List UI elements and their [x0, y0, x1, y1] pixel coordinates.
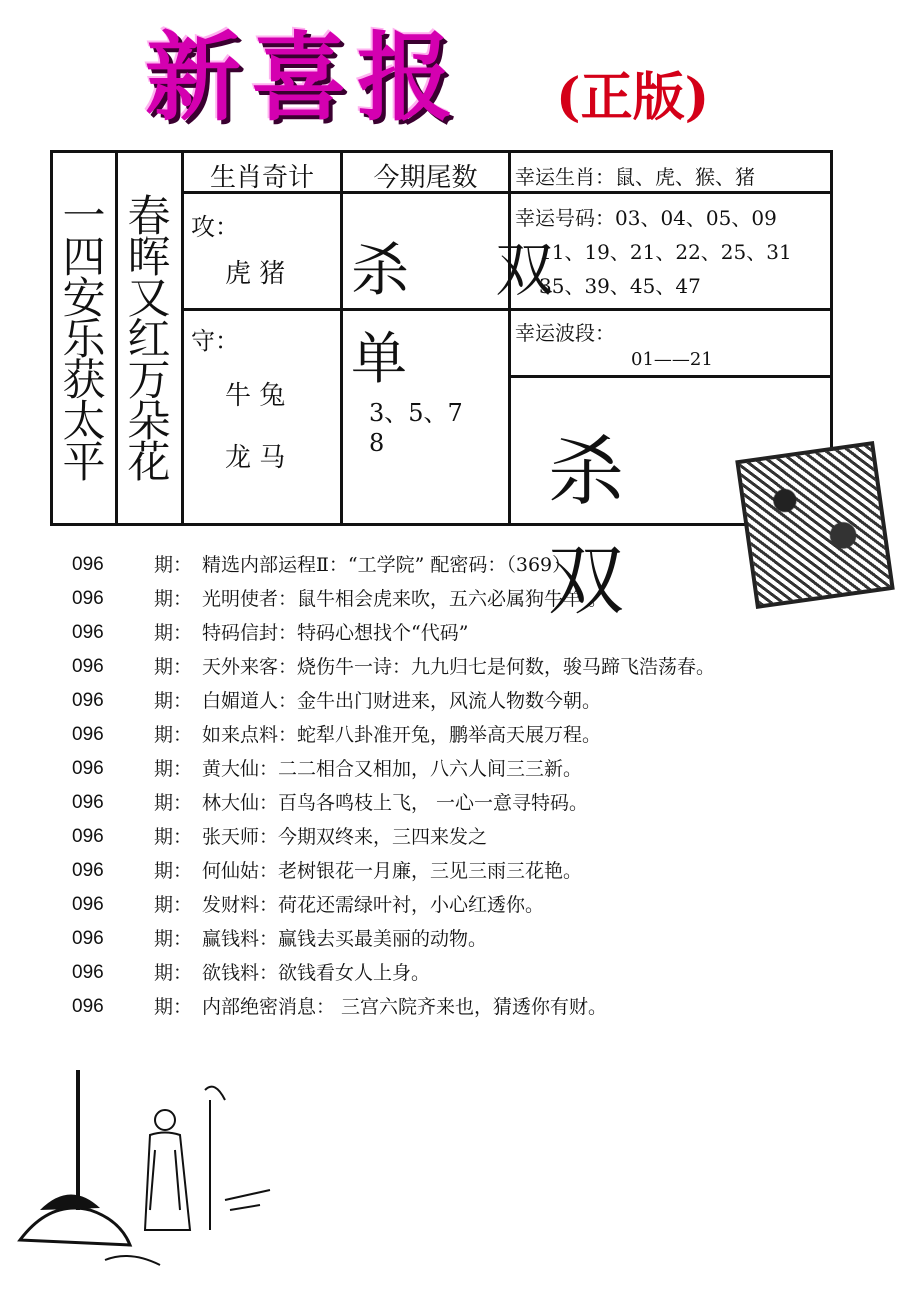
- note-label: 期：: [154, 656, 193, 678]
- list-item: [72, 582, 872, 616]
- illus-rock: [40, 1194, 100, 1210]
- list-item: [72, 956, 872, 990]
- list-item: [72, 922, 872, 956]
- note-text: 张天师：今期双终来，三四来发之: [202, 826, 488, 848]
- edition-label: (正版): [556, 67, 710, 128]
- illustration-figure: [10, 1060, 300, 1280]
- divider: [508, 308, 833, 311]
- list-item: [72, 786, 872, 820]
- note-issue: 096: [72, 724, 104, 745]
- single-numbers-2: 8: [369, 429, 385, 457]
- header-tail: 今期尾数: [373, 163, 478, 193]
- notes-list: [72, 548, 872, 1024]
- note-issue: 096: [72, 996, 104, 1017]
- list-item: [72, 548, 872, 582]
- note-text: 赢钱料：赢钱去买最美丽的动物。: [202, 928, 488, 950]
- illus-marks: [225, 1190, 270, 1210]
- tail-kill: 杀 双: [351, 236, 588, 304]
- attack-animals: 虎 猪: [225, 259, 286, 289]
- divider: [508, 375, 833, 378]
- note-label: 期：: [154, 996, 193, 1018]
- illus-plant: [205, 1087, 225, 1230]
- big-kill: 杀 双: [548, 427, 664, 625]
- lucky-wave-label: 幸运波段：: [515, 321, 615, 345]
- note-text: 何仙姑：老树银花一月廉，三见三雨三花艳。: [202, 860, 583, 882]
- vertical-slogan-1: 一四安乐获太平: [62, 192, 106, 488]
- note-label: 期：: [154, 928, 193, 950]
- divider: [508, 153, 511, 523]
- note-label: 期：: [154, 758, 193, 780]
- divider: [115, 153, 118, 523]
- divider: [181, 153, 184, 523]
- note-text: 白媚道人：金牛出门财进来，风流人物数今朝。: [202, 690, 602, 712]
- lucky-numbers: 幸运号码：03、04、05、09: [515, 206, 777, 230]
- single-label: 单: [351, 327, 407, 392]
- note-label: 期：: [154, 894, 193, 916]
- divider: [340, 153, 343, 523]
- note-label: 期：: [154, 588, 193, 610]
- attack-label: 攻：: [191, 213, 239, 241]
- note-text: 发财料：荷花还需绿叶衬，小心红透你。: [202, 894, 545, 916]
- note-issue: 096: [72, 690, 104, 711]
- defend-animals-1: 牛 兔: [225, 381, 286, 411]
- note-label: 期：: [154, 690, 193, 712]
- note-issue: 096: [72, 758, 104, 779]
- note-label: 期：: [154, 962, 193, 984]
- note-issue: 096: [72, 860, 104, 881]
- list-item: [72, 888, 872, 922]
- note-issue: 096: [72, 792, 104, 813]
- note-label: 期：: [154, 826, 193, 848]
- note-text: 光明使者：鼠牛相会虎来吹，五六必属狗牛羊 。: [202, 588, 608, 610]
- lucky-numbers-row2: 11、19、21、22、25、31: [539, 240, 792, 264]
- divider: [181, 308, 508, 311]
- illus-robe: [150, 1150, 180, 1210]
- header-zodiac: 生肖奇计: [209, 163, 314, 193]
- list-item: [72, 820, 872, 854]
- list-item: [72, 990, 872, 1024]
- note-issue: 096: [72, 928, 104, 949]
- note-text: 天外来客：烧伤牛一诗：九九归七是何数，骏马蹄飞浩荡春。: [202, 656, 716, 678]
- note-text: 林大仙：百鸟各鸣枝上飞， 一心一意寻特码。: [202, 792, 589, 814]
- lucky-zodiac: 幸运生肖：鼠、虎、猴、猪: [515, 165, 755, 189]
- defend-animals-2: 龙 马: [225, 443, 286, 473]
- list-item: [72, 616, 872, 650]
- note-label: 期：: [154, 792, 193, 814]
- illus-ground: [105, 1256, 160, 1265]
- note-text: 如来点料：蛇犁八卦准开兔，鹏举高天展万程。: [202, 724, 602, 746]
- note-issue: 096: [72, 894, 104, 915]
- illus-hill: [20, 1208, 130, 1245]
- page-title: 新喜报: [145, 21, 463, 134]
- note-text: 精选内部运程Ⅱ：“工学院” 配密码：（369）: [202, 554, 572, 576]
- note-issue: 096: [72, 622, 104, 643]
- note-text: 黄大仙：二二相合又相加，八六人间三三新。: [202, 758, 583, 780]
- single-numbers-1: 3、5、7: [369, 399, 463, 427]
- note-label: 期：: [154, 860, 193, 882]
- lucky-wave-range: 01——21: [631, 349, 713, 370]
- note-issue: 096: [72, 962, 104, 983]
- note-label: 期：: [154, 554, 193, 576]
- note-issue: 096: [72, 588, 104, 609]
- vertical-slogan-2: 春晖又红万朵花: [127, 192, 171, 488]
- note-issue: 096: [72, 554, 104, 575]
- note-text: 内部绝密消息： 三宫六院齐来也，猜透你有财。: [202, 996, 608, 1018]
- list-item: [72, 684, 872, 718]
- note-issue: 096: [72, 826, 104, 847]
- note-issue: 096: [72, 656, 104, 677]
- note-text: 欲钱料：欲钱看女人上身。: [202, 962, 431, 984]
- illus-head: [155, 1110, 175, 1130]
- note-label: 期：: [154, 622, 193, 644]
- lucky-numbers-row3: 35、39、45、47: [539, 274, 701, 298]
- list-item: [72, 650, 872, 684]
- list-item: [72, 718, 872, 752]
- note-label: 期：: [154, 724, 193, 746]
- defend-label: 守：: [191, 327, 239, 355]
- list-item: [72, 854, 872, 888]
- note-text: 特码信封：特码心想找个“代码”: [202, 622, 469, 644]
- list-item: [72, 752, 872, 786]
